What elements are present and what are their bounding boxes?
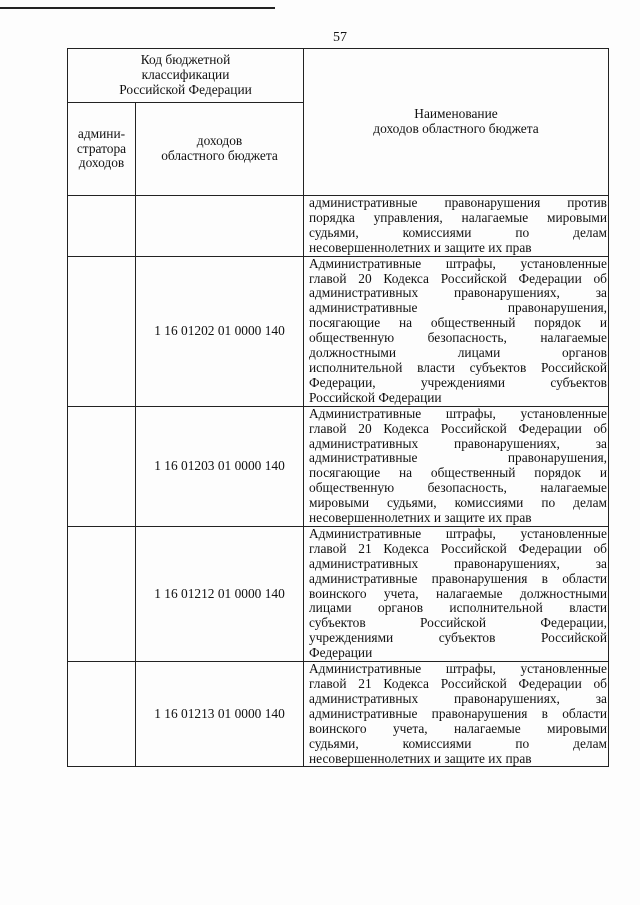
income-name-cell (304, 662, 609, 767)
income-name-line: административные правонарушения в области (309, 705, 607, 721)
income-name-line: главой 20 Кодекса Российской Федерации об (309, 420, 607, 436)
header-admin-line: админи- (77, 125, 126, 141)
table-body (68, 196, 609, 767)
income-name-cell (304, 196, 609, 257)
income-name-line: общественную безопасность, налагаемые (309, 480, 607, 496)
header-income-line: доходов (196, 133, 243, 149)
header-name-line: Наименование (414, 106, 498, 122)
admin-code-cell (68, 406, 136, 526)
income-name-line: административные правонарушения, (309, 450, 607, 466)
income-code-cell: 1 16 01203 01 0000 140 (136, 406, 304, 526)
header-admin-line: доходов (78, 155, 125, 171)
income-name-line: административных правонарушениях, за (309, 285, 607, 301)
header-admin (68, 103, 136, 196)
income-code-cell: 1 16 01213 01 0000 140 (136, 662, 304, 767)
header-income-line: областного бюджета (161, 148, 278, 163)
admin-code-cell (68, 256, 136, 406)
income-code-cell: 1 16 01202 01 0000 140 (136, 256, 304, 406)
income-name-line: должностными лицами органов (309, 345, 607, 361)
header-code-group-line: Российской Федерации (119, 81, 252, 97)
header-name-line: доходов областного бюджета (373, 121, 539, 136)
income-name-line: общественную безопасность, налагаемые (309, 330, 607, 346)
income-name-line: административных правонарушениях, за (309, 555, 607, 571)
income-name-line: главой 21 Кодекса Российской Федерации об (309, 540, 607, 556)
table-row (68, 256, 609, 406)
income-name-cell (304, 526, 609, 661)
income-name-line: административные правонарушения, (309, 300, 607, 316)
admin-code-cell (68, 196, 136, 257)
income-name-line: несовершеннолетних и защите их прав (309, 239, 532, 255)
income-name-line: воинского учета, налагаемые мировыми (309, 720, 607, 736)
table-row (68, 196, 609, 257)
income-name-line: Административные штрафы, установленные (309, 405, 607, 421)
income-name-line: административных правонарушениях, за (309, 690, 607, 706)
income-name-line: Федерации, учреждениями субъектов (309, 374, 607, 390)
income-code-cell: 1 16 01212 01 0000 140 (136, 526, 304, 661)
header-code-group-line: Код бюджетной (140, 52, 231, 68)
income-name-line: Административные штрафы, установленные (309, 255, 607, 271)
income-name-line: Административные штрафы, установленные (309, 661, 607, 677)
header-code-group-line: классификации (141, 67, 230, 83)
income-code-cell (136, 196, 304, 257)
income-name-line: порядка управления, налагаемые мировыми (309, 209, 607, 225)
income-name-line: несовершеннолетних и защите их прав (309, 750, 532, 766)
header-admin-line: стратора (76, 140, 127, 156)
income-name-line: административные правонарушения в области (309, 570, 607, 586)
income-name-cell (304, 256, 609, 406)
income-name-line: Административные штрафы, установленные (309, 525, 607, 541)
table-row (68, 526, 609, 661)
income-name-line: главой 21 Кодекса Российской Федерации об (309, 676, 607, 691)
scan-top-rule (0, 7, 275, 9)
income-name-line: субъектов Российской Федерации, (309, 615, 607, 631)
income-name-line: главой 20 Кодекса Российской Федерации об (309, 270, 607, 286)
income-name-line: судьями, комиссиями по делам (309, 735, 607, 751)
income-name-line: посягающие на общественный порядок и (309, 465, 607, 481)
budget-classification-table (67, 48, 609, 767)
income-name-line: посягающие на общественный порядок и (309, 315, 607, 331)
income-name-line: административных правонарушениях, за (309, 435, 607, 451)
table-row (68, 406, 609, 526)
income-name-line: учреждениями субъектов Российской (309, 630, 607, 646)
income-name-line: Российской Федерации (309, 389, 442, 405)
income-name-line: Федерации (309, 645, 373, 661)
table-row (68, 662, 609, 767)
income-name-line: лицами органов исполнительной власти (309, 600, 607, 616)
income-name-line: судьями, комиссиями по делам (309, 224, 607, 240)
header-code-group (68, 49, 304, 103)
page-number: 57 (333, 30, 347, 45)
income-name-line: исполнительной власти субъектов Российской (309, 359, 607, 375)
header-name (304, 49, 609, 196)
header-income (136, 103, 304, 196)
admin-code-cell (68, 662, 136, 767)
income-name-cell (304, 406, 609, 526)
income-name-line: административные правонарушения против (309, 195, 607, 210)
income-name-line: мировыми судьями, комиссиями по делам (309, 495, 607, 511)
admin-code-cell (68, 526, 136, 661)
income-name-line: воинского учета, налагаемые должностными (309, 585, 607, 601)
income-name-line: несовершеннолетних и защите их прав (309, 510, 532, 526)
